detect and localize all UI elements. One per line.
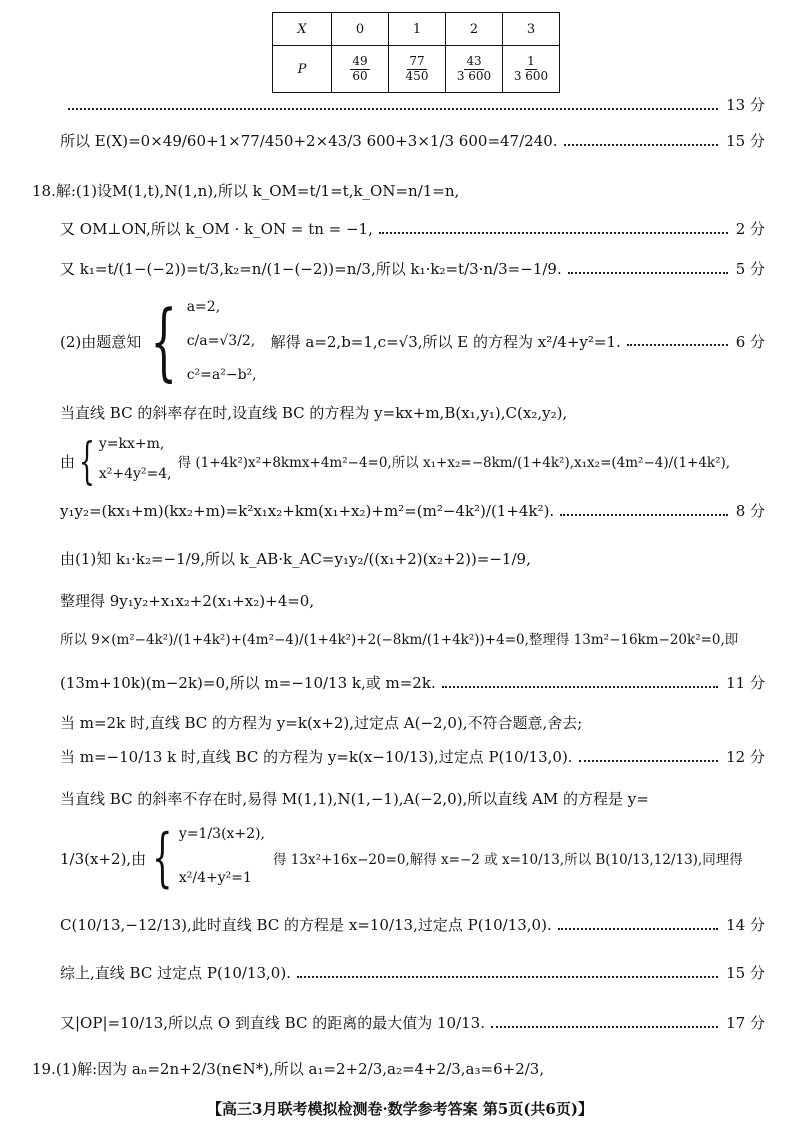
table-header-cell: 3 [503, 13, 560, 46]
answer-line [60, 432, 765, 490]
score: 14 分 [726, 916, 765, 934]
line-prefix: (2)由题意知 [60, 332, 142, 351]
table-header-cell: 2 [446, 13, 503, 46]
table-header-cell: 0 [332, 13, 389, 46]
system-eq: y=kx+m, [98, 436, 165, 452]
distribution-table [272, 12, 560, 93]
line-prefix: 1/3(x+2),由 [60, 849, 147, 868]
line-text: C(10/13,−12/13),此时直线 BC 的方程是 x=10/13,过定点 P(10/13,0). [60, 916, 552, 934]
system-eq: c²=a²−b², [186, 367, 257, 383]
score: 11 分 [726, 674, 765, 692]
score: 2 分 [735, 220, 765, 238]
score: 13 分 [726, 96, 765, 114]
answer-line [60, 746, 765, 767]
line-text: (13m+10k)(m−2k)=0,所以 m=−10/13 k,或 m=2k. [60, 674, 436, 692]
line-text: 所以 E(X)=0×49/60+1×77/450+2×43/3 600+3×1/3 600=47/240. [60, 132, 558, 150]
answer-line [60, 130, 765, 151]
score: 12 分 [726, 748, 765, 766]
score: 17 分 [726, 1014, 765, 1032]
line-text: 由(1)知 k₁·k₂=−1/9,所以 k_AB·k_AC=y₁y₂/((x₁+2)(x₂+2))=−1/9, [60, 550, 531, 568]
system-eq: x²+4y²=4, [98, 466, 172, 482]
answer-line [60, 914, 765, 935]
line-prefix: 由 [60, 452, 76, 471]
line-text: 19.(1)解:因为 aₙ=2n+2/3(n∈N*),所以 a₁=2+2/3,a₂=4+2/3,a₃=6+2/3, [32, 1060, 545, 1078]
answer-line [60, 962, 765, 983]
line-text: y₁y₂=(kx₁+m)(kx₂+m)=k²x₁x₂+km(x₁+x₂)+m²=(m²−4k²)/(1+4k²). [60, 501, 555, 520]
answer-line [60, 218, 765, 239]
score: 6 分 [735, 332, 765, 351]
system-eq: x²/4+y²=1 [178, 870, 252, 886]
page-footer: 【高三3月联考模拟检测卷·数学参考答案 第5页(共6页)】 [207, 1100, 593, 1118]
line-text: 得 (1+4k²)x²+8kmx+4m²−4=0,所以 x₁+x₂=−8km/(1+4k²),x₁x₂=(4m²−4)/(1+4k²), [177, 455, 731, 471]
table-row-label: P [273, 46, 332, 93]
line-text: 18.解:(1)设M(1,t),N(1,n),所以 k_OM=t/1=t,k_ON=n/1=n, [32, 182, 460, 200]
system-eq: a=2, [186, 299, 221, 315]
answer-line [60, 548, 765, 569]
answer-line [60, 292, 765, 390]
line-text: 当直线 BC 的斜率不存在时,易得 M(1,1),N(1,−1),A(−2,0),所以直线 AM 的方程是 y= [60, 790, 649, 808]
answer-line [60, 500, 765, 521]
prob-cell: $\frac{49}{60}$ [332, 46, 389, 93]
answer-line [60, 712, 765, 733]
line-text: 当直线 BC 的斜率存在时,设直线 BC 的方程为 y=kx+m,B(x₁,y₁),C(x₂,y₂), [60, 404, 568, 422]
line-text: 又 k₁=t/(1−(−2))=t/3,k₂=n/(1−(−2))=n/3,所以 k₁·k₂=t/3·n/3=−1/9. [60, 260, 562, 278]
score: 15 分 [726, 132, 765, 150]
table-header-cell: X [273, 13, 332, 46]
prob-cell: $\frac{77}{450}$ [389, 46, 446, 93]
score: 15 分 [726, 964, 765, 982]
answer-line [60, 788, 765, 809]
score: 5 分 [735, 260, 765, 278]
line-text: 又 OM⊥ON,所以 k_OM · k_ON = tn = −1, [60, 220, 373, 238]
answer-line [60, 672, 765, 693]
answer-line [60, 590, 765, 611]
equation-system: { y=1/3(x+2), x²/4+y²=1 [152, 821, 265, 895]
line-text: 当 m=2k 时,直线 BC 的方程为 y=k(x+2),过定点 A(−2,0),不符合题意,舍去; [60, 714, 583, 732]
table-header-cell: 1 [389, 13, 446, 46]
line-text: 又|OP|=10/13,所以点 O 到直线 BC 的距离的最大值为 10/13. [60, 1014, 485, 1032]
score: 8 分 [735, 502, 765, 520]
line-text: 综上,直线 BC 过定点 P(10/13,0). [60, 964, 291, 982]
line-text: 整理得 9y₁y₂+x₁x₂+2(x₁+x₂)+4=0, [60, 592, 315, 610]
table-header-row [273, 13, 560, 46]
answer-line [60, 821, 765, 895]
answer-line [60, 258, 765, 279]
answer-line [60, 402, 765, 423]
answer-line [60, 628, 765, 648]
table-row [273, 46, 560, 93]
system-eq: c/a=√3/2, [186, 333, 256, 349]
score-line [60, 94, 765, 115]
line-text: 当 m=−10/13 k 时,直线 BC 的方程为 y=k(x−10/13),过定点 P(10/13,0). [60, 748, 573, 766]
line-text: 所以 9×(m²−4k²)/(1+4k²)+(4m²−4)/(1+4k²)+2(−8km/(1+4k²))+4=0,整理得 13m²−16km−20k²=0,即 [60, 632, 739, 648]
equation-system: { y=kx+m, x²+4y²=4, [78, 432, 172, 490]
equation-system: { a=2, c/a=√3/2, c²=a²−b², [150, 292, 257, 390]
answer-line [32, 1058, 765, 1079]
answer-line [60, 1012, 765, 1033]
line-text: 得 13x²+16x−20=0,解得 x=−2 或 x=10/13,所以 B(10/13,12/13),同理得 [272, 852, 743, 868]
prob-cell: $\frac{43}{3 600}$ [446, 46, 503, 93]
answer-line [32, 180, 765, 201]
line-text: 解得 a=2,b=1,c=√3,所以 E 的方程为 x²/4+y²=1. [270, 332, 621, 351]
system-eq: y=1/3(x+2), [178, 826, 265, 842]
prob-cell: $\frac{1}{3 600}$ [503, 46, 560, 93]
